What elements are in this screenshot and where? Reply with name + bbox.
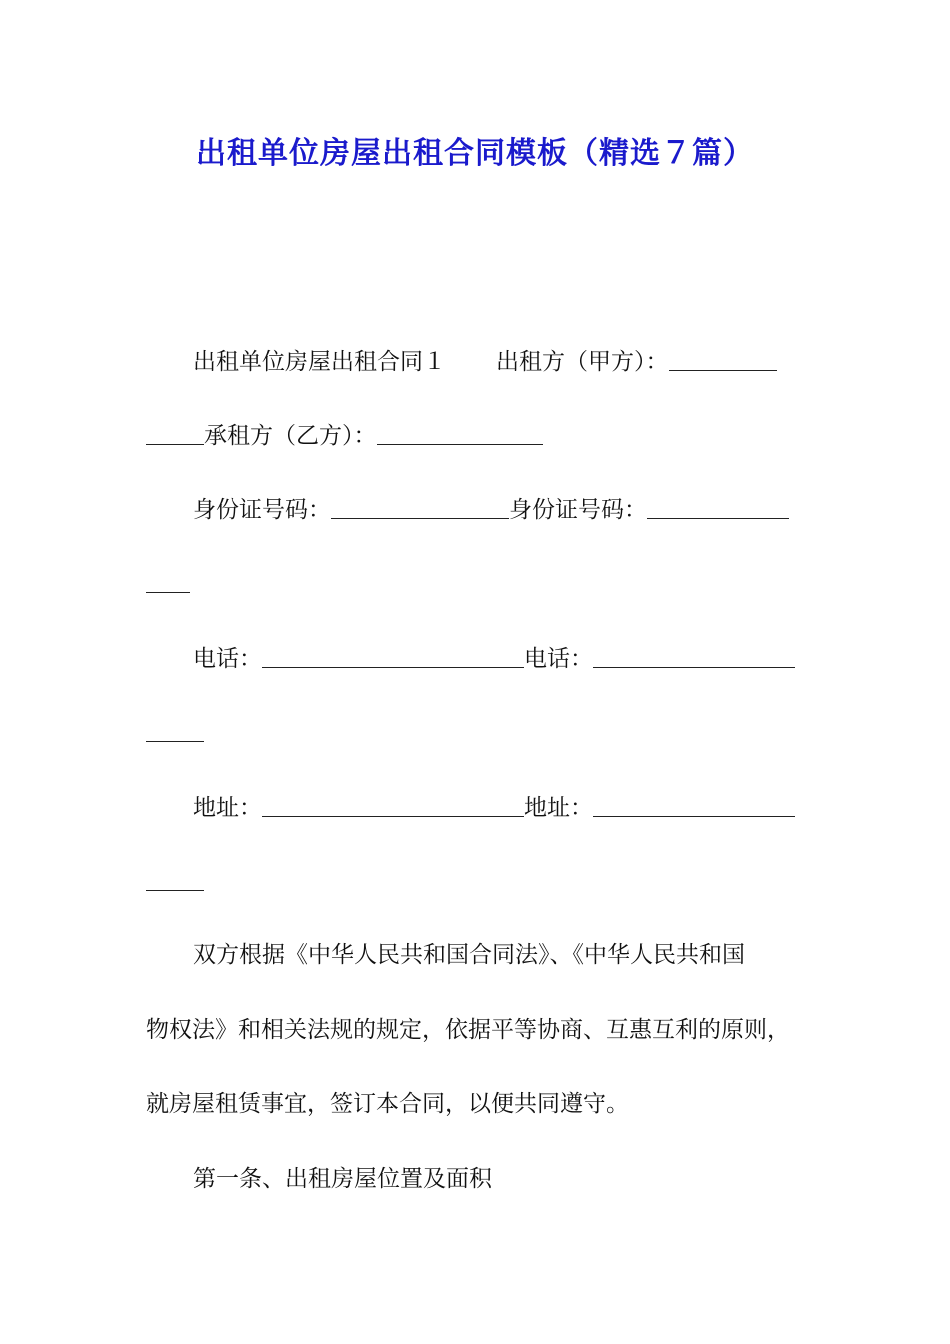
- preamble-line-2: 物权法》和相关法规的规定，依据平等协商、互惠互利的原则，: [146, 1017, 790, 1043]
- lessee-phone-label: 电话：: [524, 646, 593, 672]
- lessee-address-blank: [593, 788, 795, 817]
- lessor-address-label: 地址：: [193, 795, 262, 821]
- preamble-line-1: 双方根据《中华人民共和国合同法》、《中华人民共和国: [193, 942, 745, 968]
- article-1-heading: 第一条、出租房屋位置及面积: [193, 1166, 492, 1192]
- lessee-phone-blank-continued: [146, 713, 204, 742]
- preamble-line-3: 就房屋租赁事宜，签订本合同，以便共同遵守。: [146, 1091, 629, 1117]
- lessee-label: 承租方（乙方）：: [204, 423, 377, 449]
- lessor-id-blank: [331, 490, 509, 519]
- lessor-label: 出租方（甲方）：: [496, 349, 669, 375]
- address-line-continued: [146, 862, 826, 900]
- lessee-line: [146, 416, 826, 454]
- id-number-line: [193, 490, 826, 528]
- lessor-address-blank: [262, 788, 524, 817]
- address-line: [193, 788, 826, 826]
- lessee-address-label: 地址：: [524, 795, 593, 821]
- lessee-id-blank-continued: [146, 564, 190, 593]
- lessor-phone-label: 电话：: [193, 646, 262, 672]
- phone-line: [193, 639, 826, 677]
- lessee-id-blank: [647, 490, 789, 519]
- lessee-phone-blank: [593, 639, 795, 668]
- lessor-blank-continued: [146, 416, 204, 445]
- lessee-address-blank-continued: [146, 862, 204, 891]
- contract-heading-line: [193, 342, 826, 380]
- lessee-id-label: 身份证号码：: [509, 497, 647, 523]
- lessor-phone-blank: [262, 639, 524, 668]
- phone-line-continued: [146, 713, 826, 751]
- lessor-id-label: 身份证号码：: [193, 497, 331, 523]
- document-title: 出租单位房屋出租合同模板（精选７篇）: [196, 136, 754, 171]
- contract-number-heading: 出租单位房屋出租合同１: [193, 349, 446, 375]
- id-number-line-continued: [146, 564, 826, 602]
- lessor-blank: [669, 342, 777, 371]
- lessee-blank: [377, 416, 543, 445]
